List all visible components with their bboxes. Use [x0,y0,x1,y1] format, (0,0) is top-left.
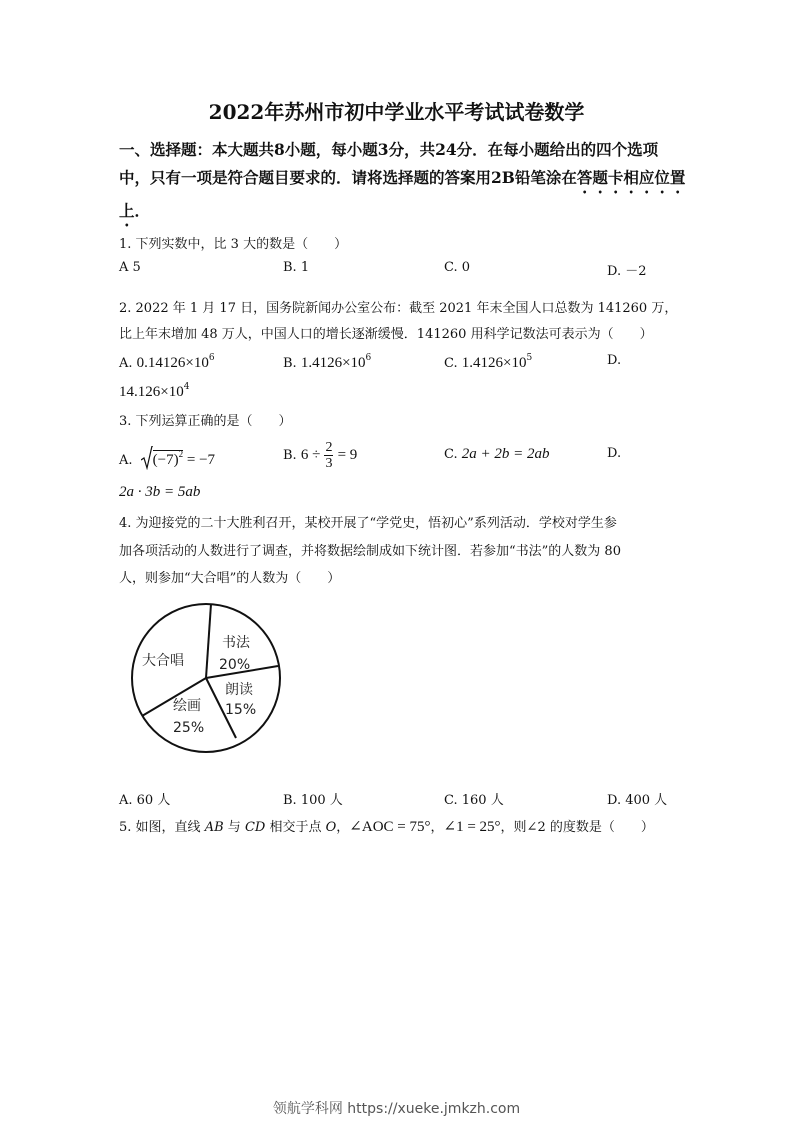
page-title: 2022年苏州市初中学业水平考试试卷数学 [208,100,585,124]
q5-mid1: 与 [227,820,241,835]
q3-a-exp: 2 [178,449,184,459]
q3-a-rhs: = −7 [186,452,216,468]
section-instructions [119,136,689,230]
q3-option-c [444,446,550,463]
q3-b-fraction [324,440,333,471]
q3-b-den: 3 [325,456,333,471]
q5-stem-pre: 5. 如图，直线 [119,820,201,835]
q3-c-label: C. [444,447,458,462]
q3-a-math [141,446,215,470]
q2-option-b [283,353,371,372]
q4-option-c: C. 160 人 [444,793,504,808]
section-intro: 一、选择题：本大题共8小题，每小题3分，共24分．在每小题给出的四个选项中，只有一项是符合题目要求的．请将选择题的答案用2B铅笔涂在 [119,140,659,187]
q3-option-d [119,484,200,501]
emphasis-text-1: 答题卡相 [576,168,639,187]
q5-angle-1: ∠1 = 25° [443,819,501,835]
q1-option-d: D. －2 [607,264,647,279]
q5-point-o: O [325,820,337,835]
q3-c-math: 2a + 2b = 2ab [461,446,550,462]
q2-stem-line2: 比上年末增加 48 万人，中国人口的增长逐渐缓慢．141260 用科学记数法可表示为（ ） [119,327,653,342]
q5-mid2: 相交于点 [269,820,322,835]
q2-a-math: 0.14126×10 [136,355,209,371]
q4-stem-line3: 人，则参加“大合唱”的人数为（ ） [119,571,341,586]
q5-end: ，则∠2 的度数是（ ） [500,820,654,835]
q3-b-pre: 6 ÷ [300,447,321,463]
q2-option-a [119,353,215,372]
pie-value-shufa: 20% [219,657,251,673]
q1-option-b: B. 1 [283,260,310,275]
q3-option-b [283,440,357,471]
q2-option-d [119,382,189,401]
q4-option-b: B. 100 人 [283,793,343,808]
q1-option-c: C. 0 [444,260,471,275]
pie-label-shufa: 书法 [222,635,250,651]
q2-d-math: 14.126×10 [119,384,184,400]
q1-stem: 1. 下列实数中，比 3 大的数是（ ） [119,237,348,252]
pie-value-langdu: 15% [225,702,257,718]
q5-stem: 5. 如图，直线 AB 与 CD 相交于点 O，∠AOC = 75°，∠1 = 25°，则∠2 的度数是（ ） [119,819,654,835]
q2-c-label: C. [444,356,458,371]
sqrt-icon [141,446,153,470]
q2-stem-line1: 2. 2022 年 1 月 17 日，国务院新闻办公室公布：截至 2021 年末全国人口总数为 141260 万， [119,301,678,316]
q2-b-label: B. [283,356,297,371]
pie-label-huihua: 绘画 [173,698,201,714]
q2-c-exp: 5 [526,353,533,363]
q5-angle-aoc: ∠AOC = 75° [349,819,431,835]
q3-a-inner: (−7) [152,452,179,468]
q1-option-a: A 5 [119,260,141,275]
section-end: ． [134,201,151,220]
q2-d-exp: 4 [183,382,190,392]
q3-b-num: 2 [325,440,333,455]
q3-option-a [119,446,215,470]
q3-b-label: B. [283,448,297,463]
q4-stem-line2: 加各项活动的人数进行了调查，并将数据绘制成如下统计图．若参加“书法”的人数为 80 [119,544,621,559]
pie-label-dahechang: 大合唱 [142,653,184,669]
q3-b-rhs: = 9 [337,447,358,463]
q4-option-d: D. 400 人 [607,793,668,808]
pie-chart [125,598,295,758]
q2-a-label: A. [119,356,133,371]
q2-b-math: 1.4126×10 [300,355,366,371]
q4-option-a: A. 60 人 [119,793,171,808]
q3-a-label: A. [119,453,133,468]
q5-line-ab: AB [204,820,224,835]
footer-watermark: 领航学科网 https://xueke.jmkzh.com [272,1101,521,1117]
q2-option-d-label: D. [607,353,622,368]
q2-option-c [444,353,532,372]
q3-stem: 3. 下列运算正确的是（ ） [119,414,292,429]
pie-value-huihua: 25% [173,720,205,736]
q3-d-math: 2a · 3b = 5ab [119,484,201,500]
emphasis-text-2: 应位置上 [119,168,686,220]
pie-label-langdu: 朗读 [225,682,253,698]
q2-b-exp: 6 [365,353,372,363]
q2-c-math: 1.4126×10 [461,355,527,371]
q2-a-exp: 6 [208,353,215,363]
q4-stem-line1: 4. 为迎接党的二十大胜利召开，某校开展了“学党史，悟初心”系列活动．学校对学生参 [119,516,617,531]
q3-option-d-label: D. [607,446,622,461]
q5-line-cd: CD [244,820,266,835]
